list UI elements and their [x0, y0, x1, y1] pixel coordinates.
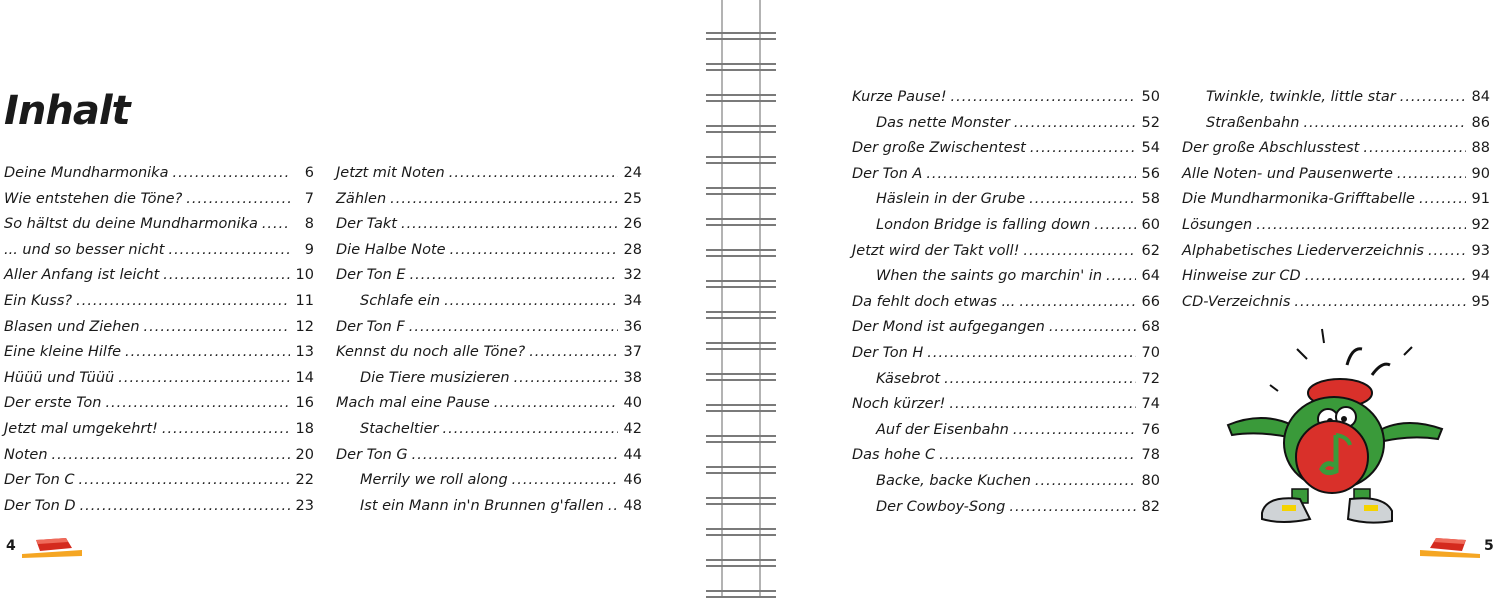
- toc-leader-dots: [939, 447, 1136, 463]
- toc-leader-dots: [105, 395, 290, 411]
- toc-entry-title: Kennst du noch alle Töne?: [336, 344, 526, 361]
- toc-entry: [336, 472, 642, 498]
- toc-entry-page: 22: [295, 472, 314, 489]
- toc-entry-page: 28: [623, 241, 642, 258]
- toc-entry-title: Lösungen: [1182, 216, 1253, 233]
- toc-leader-dots: [1397, 166, 1466, 182]
- toc-entry-page: 91: [1471, 191, 1490, 208]
- toc-entry-page: 52: [1141, 114, 1160, 131]
- toc-entry-title: Der Ton C: [4, 472, 75, 489]
- toc-entry-page: 46: [623, 472, 642, 489]
- toc-entry-page: 93: [1471, 242, 1490, 259]
- toc-entry-title: Ist ein Mann in'n Brunnen g'fallen: [360, 497, 604, 514]
- toc-entry-page: 86: [1471, 114, 1490, 131]
- toc-entry-title: Zählen: [336, 190, 387, 207]
- toc-entry-title: Ein Kuss?: [4, 292, 73, 309]
- toc-entry: [4, 242, 314, 268]
- toc-entry-title: Käsebrot: [876, 370, 941, 387]
- toc-entry-page: 25: [623, 190, 642, 207]
- toc-entry-page: 26: [623, 216, 642, 233]
- toc-entry-page: 78: [1141, 447, 1160, 464]
- toc-entry: [4, 216, 314, 242]
- toc-leader-dots: [1049, 319, 1136, 335]
- toc-entry-title: Der Mond ist aufgegangen: [852, 319, 1045, 336]
- toc-entry-title: So hältst du deine Mundharmonika: [4, 216, 258, 233]
- toc-entry-page: 66: [1141, 293, 1160, 310]
- toc-leader-dots: [1009, 499, 1136, 515]
- toc-leader-dots: [1013, 422, 1136, 438]
- toc-leader-dots: [1419, 191, 1466, 207]
- toc-column-right-2: [1182, 89, 1490, 319]
- toc-entry-page: 50: [1141, 89, 1160, 105]
- toc-entry: [336, 216, 642, 242]
- toc-entry-title: Der große Zwischentest: [852, 140, 1026, 157]
- toc-leader-dots: [1106, 268, 1136, 284]
- toc-leader-dots: [1035, 473, 1136, 489]
- toc-entry: [852, 447, 1160, 473]
- toc-leader-dots: [162, 421, 290, 437]
- page-number-left: 4: [6, 538, 16, 554]
- toc-entry-page: 23: [295, 497, 314, 514]
- toc-entry: [1182, 217, 1490, 243]
- toc-entry-page: 62: [1141, 242, 1160, 259]
- toc-leader-dots: [1094, 217, 1136, 233]
- toc-entry: [852, 345, 1160, 371]
- toc-entry-title: Wie entstehen die Töne?: [4, 190, 183, 207]
- toc-leader-dots: [514, 370, 618, 386]
- toc-entry-page: 24: [623, 165, 642, 181]
- toc-leader-dots: [262, 216, 290, 232]
- toc-entry-title: Der Ton F: [336, 318, 405, 335]
- toc-entry-page: 76: [1141, 421, 1160, 438]
- toc-entry: [852, 191, 1160, 217]
- toc-entry: [336, 242, 642, 268]
- toc-leader-dots: [76, 293, 290, 309]
- toc-entry: [852, 115, 1160, 141]
- harmonica-icon: [1420, 536, 1480, 558]
- toc-entry-title: Die Halbe Note: [336, 241, 446, 258]
- toc-entry-title: Der Takt: [336, 216, 397, 233]
- toc-entry: [336, 395, 642, 421]
- toc-leader-dots: [172, 165, 290, 181]
- toc-entry: [4, 344, 314, 370]
- toc-entry: [336, 191, 642, 217]
- toc-entry-page: 74: [1141, 396, 1160, 413]
- toc-entry-page: 20: [295, 446, 314, 463]
- toc-entry-page: 68: [1141, 319, 1160, 336]
- toc-entry-title: Der erste Ton: [4, 395, 102, 412]
- toc-entry-page: 56: [1141, 165, 1160, 182]
- toc-entry: [852, 319, 1160, 345]
- toc-entry: [1182, 191, 1490, 217]
- toc-entry-page: 95: [1471, 293, 1490, 310]
- toc-entry-page: 64: [1141, 268, 1160, 285]
- toc-entry-title: Jetzt wird der Takt voll!: [852, 242, 1020, 259]
- toc-entry: [1182, 166, 1490, 192]
- toc-entry: [852, 217, 1160, 243]
- toc-entry-page: 48: [623, 497, 642, 514]
- toc-leader-dots: [409, 319, 618, 335]
- toc-entry-title: Häslein in der Grube: [876, 191, 1026, 208]
- toc-entry: [4, 267, 314, 293]
- toc-entry-title: Jetzt mit Noten: [336, 165, 445, 181]
- toc-entry-title: Aller Anfang ist leicht: [4, 267, 160, 284]
- harmonica-icon: [22, 536, 82, 558]
- toc-entry: [4, 421, 314, 447]
- toc-entry-title: ... und so besser nicht: [4, 241, 165, 258]
- toc-entry-title: Mach mal eine Pause: [336, 395, 490, 412]
- toc-leader-dots: [1029, 191, 1136, 207]
- toc-entry: [852, 140, 1160, 166]
- toc-entry-title: London Bridge is falling down: [876, 216, 1091, 233]
- toc-entry-title: Merrily we roll along: [360, 472, 508, 489]
- toc-entry: [336, 344, 642, 370]
- toc-entry: [4, 447, 314, 473]
- toc-entry: [336, 421, 642, 447]
- toc-leader-dots: [951, 89, 1136, 105]
- toc-entry-title: Noch kürzer!: [852, 396, 946, 413]
- toc-entry-page: 10: [295, 267, 314, 284]
- spiral-binding: [702, 0, 780, 598]
- toc-entry-title: Backe, backe Kuchen: [876, 472, 1031, 489]
- toc-entry-page: 80: [1141, 472, 1160, 489]
- toc-leader-dots: [79, 472, 290, 488]
- toc-entry: [4, 191, 314, 217]
- toc-entry-title: When the saints go marchin' in: [876, 268, 1103, 285]
- toc-entry: [852, 268, 1160, 294]
- toc-entry-page: 14: [295, 369, 314, 386]
- mascot-illustration: [1222, 325, 1447, 530]
- toc-column-left-2: [336, 165, 642, 523]
- toc-entry-page: 8: [304, 216, 314, 233]
- toc-leader-dots: [163, 267, 290, 283]
- toc-entry-title: Der Ton E: [336, 267, 406, 284]
- toc-leader-dots: [1400, 89, 1466, 105]
- toc-entry: [336, 447, 642, 473]
- toc-leader-dots: [1256, 217, 1466, 233]
- toc-entry-title: Kurze Pause!: [852, 89, 947, 105]
- toc-entry: [1182, 243, 1490, 269]
- toc-entry-page: 44: [623, 446, 642, 463]
- page-title: Inhalt: [4, 88, 130, 134]
- toc-leader-dots: [412, 447, 618, 463]
- toc-entry-page: 72: [1141, 370, 1160, 387]
- toc-leader-dots: [1023, 243, 1136, 259]
- toc-entry: [4, 319, 314, 345]
- toc-entry-title: Da fehlt doch etwas ...: [852, 293, 1016, 310]
- toc-entry: [852, 396, 1160, 422]
- toc-entry-title: Blasen und Ziehen: [4, 318, 140, 335]
- toc-column-right-1: [852, 89, 1160, 524]
- toc-entry-page: 82: [1141, 498, 1160, 515]
- toc-leader-dots: [494, 395, 618, 411]
- toc-leader-dots: [52, 447, 290, 463]
- toc-entry-page: 92: [1471, 216, 1490, 233]
- toc-entry-page: 36: [623, 318, 642, 335]
- toc-entry: [1182, 89, 1490, 115]
- toc-entry: [852, 473, 1160, 499]
- toc-entry-page: 70: [1141, 344, 1160, 361]
- toc-entry-page: 58: [1141, 191, 1160, 208]
- toc-entry: [4, 165, 314, 191]
- toc-entry: [4, 395, 314, 421]
- toc-entry-title: Jetzt mal umgekehrt!: [4, 420, 158, 437]
- toc-leader-dots: [1014, 115, 1136, 131]
- toc-entry: [852, 294, 1160, 320]
- toc-entry: [4, 472, 314, 498]
- toc-entry: [1182, 115, 1490, 141]
- toc-entry-title: Der große Abschlusstest: [1182, 140, 1360, 157]
- toc-entry-page: 18: [295, 420, 314, 437]
- toc-entry-title: Schlafe ein: [360, 292, 441, 309]
- toc-leader-dots: [125, 344, 290, 360]
- toc-leader-dots: [168, 242, 290, 258]
- toc-entry-page: 38: [623, 369, 642, 386]
- toc-leader-dots: [608, 498, 618, 514]
- toc-entry: [336, 165, 642, 191]
- toc-entry-page: 88: [1471, 140, 1490, 157]
- toc-entry: [1182, 140, 1490, 166]
- toc-leader-dots: [410, 267, 618, 283]
- toc-leader-dots: [512, 472, 618, 488]
- toc-entry: [852, 499, 1160, 525]
- toc-entry-title: Die Tiere musizieren: [360, 369, 510, 386]
- toc-entry-page: 90: [1471, 165, 1490, 182]
- toc-entry-title: Der Cowboy-Song: [876, 498, 1006, 515]
- toc-entry-title: Alle Noten- und Pausenwerte: [1182, 165, 1393, 182]
- toc-entry: [852, 89, 1160, 115]
- toc-entry: [852, 422, 1160, 448]
- toc-entry-title: Alphabetisches Liederverzeichnis: [1182, 242, 1424, 259]
- toc-entry: [336, 293, 642, 319]
- toc-entry-page: 32: [623, 267, 642, 284]
- toc-entry-page: 11: [295, 292, 314, 309]
- toc-leader-dots: [1294, 294, 1466, 310]
- toc-entry: [336, 319, 642, 345]
- toc-entry-page: 13: [295, 344, 314, 361]
- page-number-right: 5: [1484, 538, 1494, 554]
- toc-leader-dots: [926, 166, 1136, 182]
- toc-entry: [1182, 268, 1490, 294]
- toc-leader-dots: [949, 396, 1136, 412]
- toc-leader-dots: [944, 371, 1136, 387]
- toc-leader-dots: [144, 319, 290, 335]
- toc-leader-dots: [390, 191, 618, 207]
- toc-entry-page: 40: [623, 395, 642, 412]
- toc-leader-dots: [1428, 243, 1466, 259]
- toc-leader-dots: [186, 191, 290, 207]
- toc-leader-dots: [450, 242, 618, 258]
- toc-entry-title: Der Ton D: [4, 497, 76, 514]
- toc-entry-title: Hinweise zur CD: [1182, 268, 1301, 285]
- toc-leader-dots: [1305, 268, 1466, 284]
- toc-entry-title: Twinkle, twinkle, little star: [1206, 89, 1396, 105]
- toc-entry-title: Noten: [4, 446, 48, 463]
- toc-entry-title: CD-Verzeichnis: [1182, 293, 1291, 310]
- toc-entry-page: 9: [304, 241, 314, 258]
- toc-entry-title: Stacheltier: [360, 420, 439, 437]
- toc-leader-dots: [1363, 140, 1466, 156]
- toc-entry-title: Hüüü und Tüüü: [4, 369, 115, 386]
- toc-entry: [1182, 294, 1490, 320]
- toc-entry-title: Deine Mundharmonika: [4, 165, 169, 181]
- toc-entry-title: Der Ton G: [336, 446, 408, 463]
- toc-leader-dots: [80, 498, 290, 514]
- toc-entry-page: 42: [623, 420, 642, 437]
- toc-leader-dots: [442, 421, 618, 437]
- toc-leader-dots: [118, 370, 290, 386]
- toc-entry-page: 16: [295, 395, 314, 412]
- toc-leader-dots: [529, 344, 618, 360]
- toc-entry-title: Der Ton A: [852, 165, 923, 182]
- toc-leader-dots: [1030, 140, 1136, 156]
- toc-entry-page: 94: [1471, 268, 1490, 285]
- toc-entry-page: 84: [1471, 89, 1490, 105]
- toc-entry: [852, 166, 1160, 192]
- toc-entry-title: Straßenbahn: [1206, 114, 1300, 131]
- toc-entry-title: Das hohe C: [852, 447, 936, 464]
- toc-leader-dots: [449, 165, 618, 181]
- toc-leader-dots: [1303, 115, 1466, 131]
- toc-leader-dots: [444, 293, 618, 309]
- toc-leader-dots: [401, 216, 618, 232]
- toc-entry: [336, 370, 642, 396]
- toc-entry: [336, 498, 642, 524]
- toc-entry: [4, 293, 314, 319]
- toc-entry-title: Auf der Eisenbahn: [876, 421, 1009, 438]
- toc-entry: [852, 371, 1160, 397]
- toc-entry-page: 37: [623, 344, 642, 361]
- toc-entry-page: 34: [623, 292, 642, 309]
- toc-entry-title: Die Mundharmonika-Grifftabelle: [1182, 191, 1415, 208]
- toc-entry: [852, 243, 1160, 269]
- toc-entry: [4, 370, 314, 396]
- toc-entry: [336, 267, 642, 293]
- toc-entry-page: 12: [295, 318, 314, 335]
- toc-entry-page: 6: [304, 165, 314, 181]
- toc-entry-page: 7: [304, 190, 314, 207]
- toc-entry-title: Eine kleine Hilfe: [4, 344, 121, 361]
- toc-entry-title: Der Ton H: [852, 344, 924, 361]
- toc-entry-title: Das nette Monster: [876, 114, 1010, 131]
- toc-column-left-1: [4, 165, 314, 523]
- toc-entry: [4, 498, 314, 524]
- toc-leader-dots: [927, 345, 1136, 361]
- toc-entry-page: 60: [1141, 216, 1160, 233]
- toc-entry-page: 54: [1141, 140, 1160, 157]
- toc-leader-dots: [1019, 294, 1136, 310]
